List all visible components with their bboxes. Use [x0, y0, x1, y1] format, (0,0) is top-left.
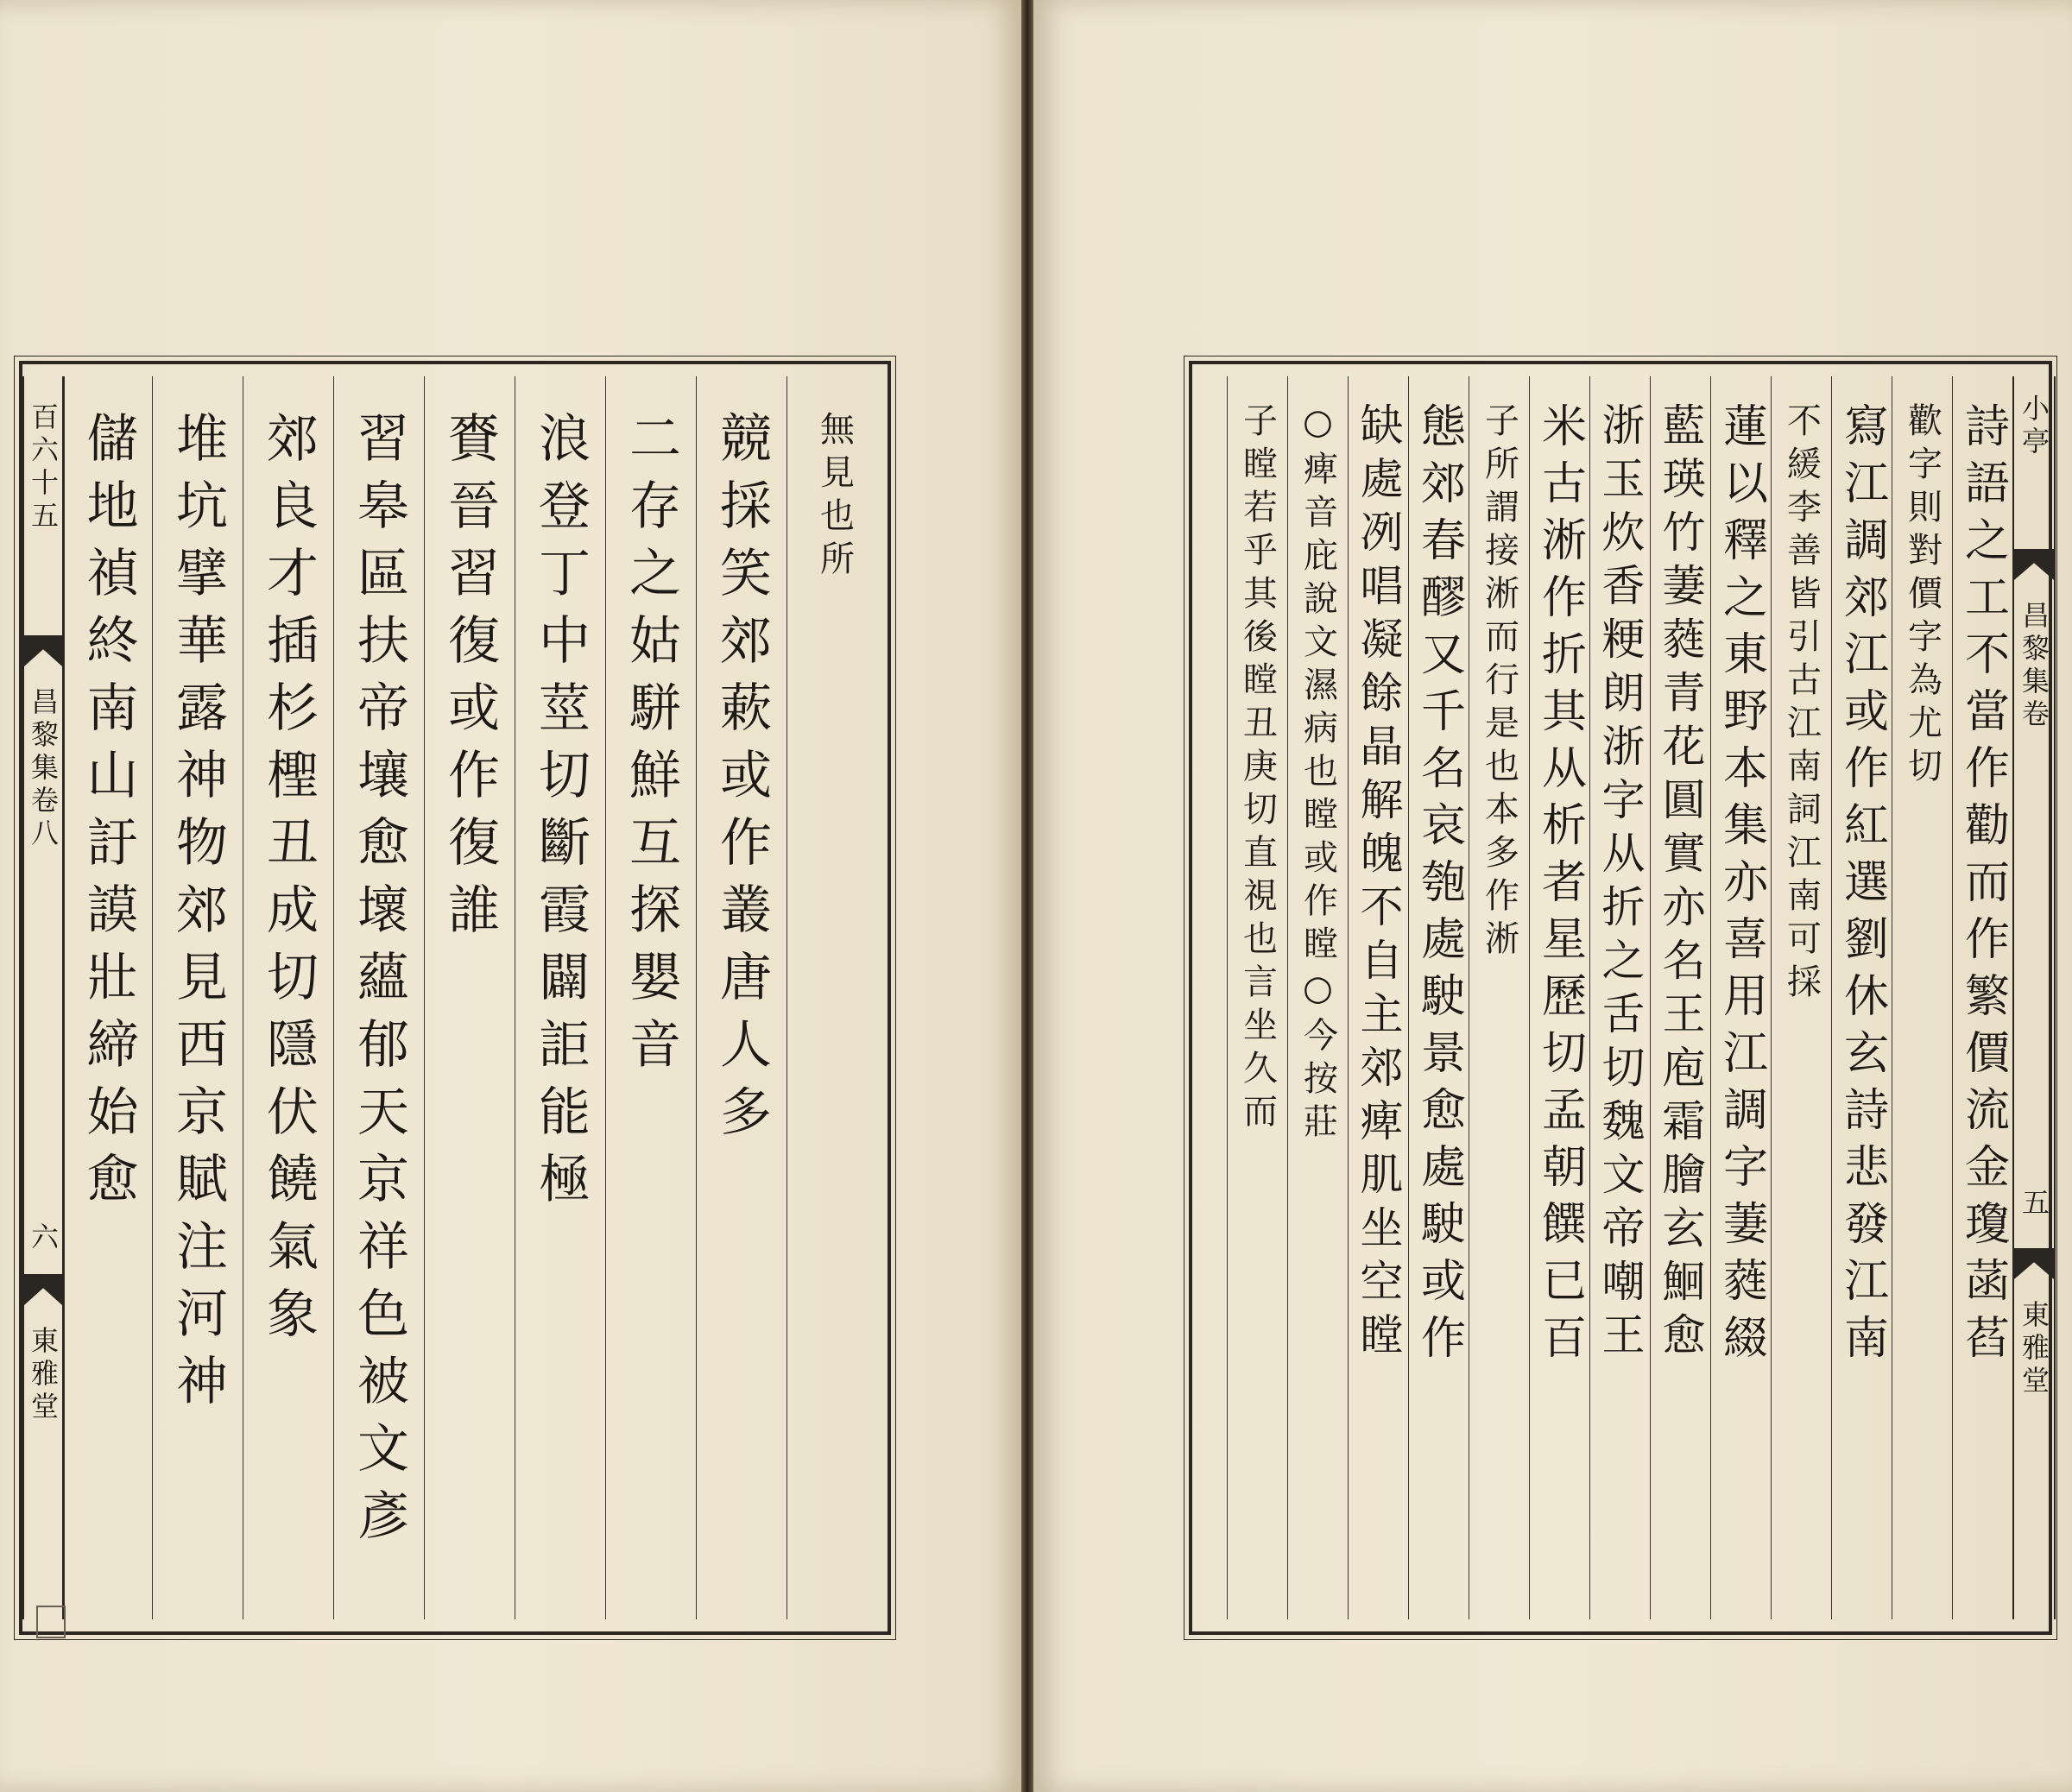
column-text: 郊良才插杉檉丑成切隱伏饒氣象	[258, 411, 319, 1353]
column-text: 態郊春醪又千名哀匏處駛景愈處駛或作	[1412, 402, 1465, 1371]
column-text: 習皋區扶帝壤愈壞蘊郁天京祥色被文彥	[349, 411, 409, 1555]
column-text: 藍瑛竹萋蕤青花圓實亦名王庖霜膾玄鮰愈	[1655, 402, 1706, 1366]
right-column-7	[1589, 376, 1650, 1619]
column-text: 子所謂接淅而行是也本多作淅	[1479, 402, 1519, 963]
right-column-12	[1287, 376, 1348, 1619]
right-column-9	[1469, 376, 1529, 1619]
column-text: 堆坑擘華露神物郊見西京賦注河神	[167, 411, 228, 1421]
left-column-4	[515, 376, 605, 1619]
book-gutter	[1021, 0, 1033, 1792]
column-text: 寫江調郊江或作紅選劉休玄詩悲發江南	[1835, 402, 1888, 1371]
hall-name: 東雅堂	[2018, 1300, 2050, 1398]
left-column-2	[696, 376, 786, 1619]
margin-upper: 小亭	[2018, 394, 2050, 459]
juan-number: 五	[2018, 1188, 2050, 1221]
column-text: 無見也所	[814, 411, 855, 584]
right-page	[1033, 0, 2072, 1792]
fishtail-mark	[24, 1274, 62, 1305]
book-title: 昌黎集卷	[2018, 601, 2050, 732]
left-page-frame	[19, 361, 891, 1635]
fishtail-mark	[2014, 549, 2054, 580]
right-column-6	[1650, 376, 1710, 1619]
column-text: 蓮以釋之東野本集亦喜用江調字萋蕤綴	[1715, 402, 1767, 1371]
left-column-7	[243, 376, 333, 1619]
column-text: 歡字則對價字為尤切	[1902, 402, 1942, 791]
column-text: ○痺音庇說文濕病也瞠或作瞠○今按莊	[1298, 402, 1338, 1146]
right-margin-strip	[2012, 376, 2056, 1619]
column-text: 二存之姑駢鮮互探嬰音	[621, 411, 681, 1084]
column-text: 競採笑郊蔌或作叢唐人多	[711, 411, 772, 1152]
right-column-2	[1892, 376, 1952, 1619]
right-column-5	[1710, 376, 1771, 1619]
right-column-1	[1952, 376, 2012, 1619]
left-column-8	[152, 376, 243, 1619]
right-column-13	[1227, 376, 1287, 1619]
fishtail-mark	[2014, 1248, 2054, 1279]
juan-number: 六	[27, 1222, 60, 1255]
library-seal-icon	[36, 1606, 66, 1638]
column-text: 儲地禎終南山訏謨壯締始愈	[78, 411, 139, 1219]
left-column-5	[424, 376, 515, 1619]
left-margin-strip	[22, 376, 64, 1619]
column-text: 子瞠若乎其後瞠丑庚切直視也言坐久而	[1237, 402, 1278, 1136]
column-text: 米古淅作折其从析者星歷切孟朝饌已百	[1533, 402, 1586, 1371]
hall-name: 東雅堂	[27, 1326, 60, 1424]
column-text: 詩語之工不當作勸而作繁價流金瓊菡萏	[1956, 402, 2009, 1371]
column-text: 浪登丁中莖切斷霞闢詎能極	[530, 411, 591, 1219]
right-column-4	[1771, 376, 1831, 1619]
column-text: 不緩李善皆引古江南詞江南可採	[1781, 402, 1822, 1006]
book-title: 昌黎集卷八	[27, 687, 60, 851]
column-text: 賚晉習復或作復誰	[439, 411, 500, 950]
left-column-1	[786, 376, 881, 1619]
right-column-3	[1831, 376, 1892, 1619]
right-column-8	[1529, 376, 1589, 1619]
left-column-6	[333, 376, 424, 1619]
right-column-11	[1348, 376, 1408, 1619]
left-column-9	[64, 376, 152, 1619]
page-number: 百六十五	[27, 402, 60, 533]
fishtail-mark	[24, 635, 62, 666]
left-page	[0, 0, 1021, 1792]
right-page-frame	[1189, 361, 2052, 1635]
column-text: 浙玉炊香粳朗浙字从折之舌切魏文帝嘲王	[1595, 402, 1646, 1366]
left-column-3	[605, 376, 696, 1619]
column-text: 缺處冽唱凝餘晶解魄不自主郊痺肌坐空瞠	[1353, 402, 1404, 1366]
right-column-10	[1408, 376, 1469, 1619]
